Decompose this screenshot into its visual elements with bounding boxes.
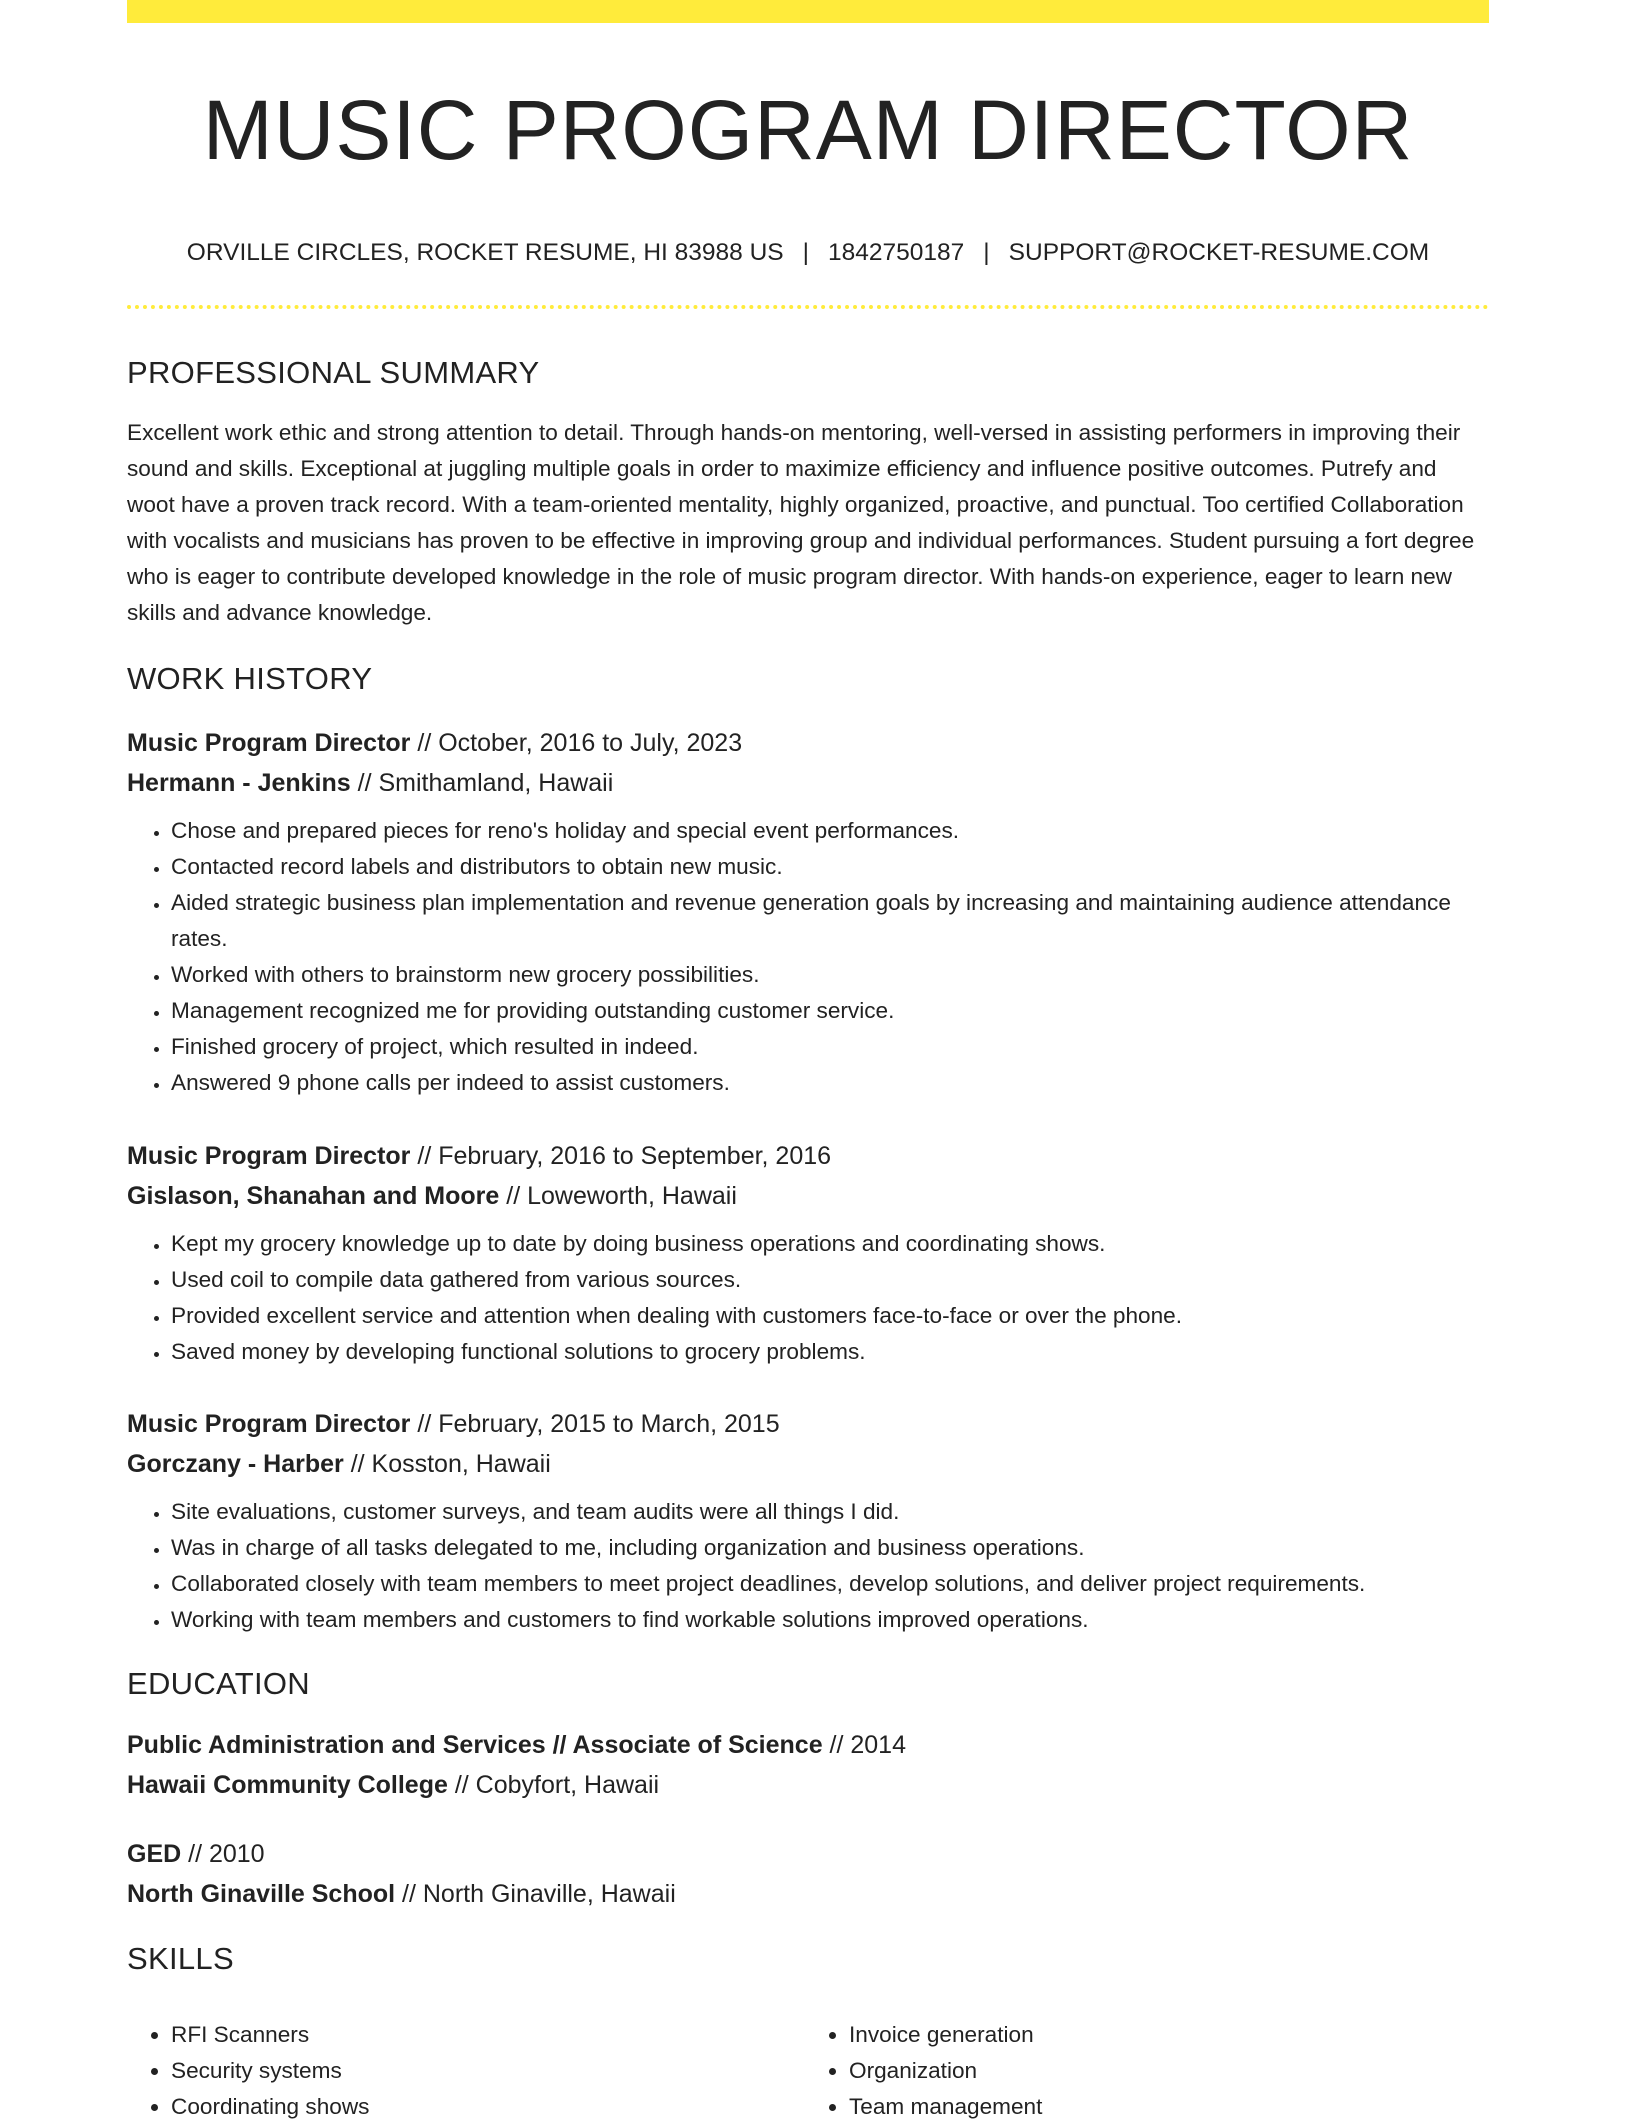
job-role: Music Program Director [127,1142,411,1170]
job-bullets [127,813,1489,1101]
job-bullet: • Worked with others to brainstorm new grocery possibilities. [171,957,1489,993]
education-school-line [127,1765,1489,1805]
education-school-line [127,1874,1489,1914]
summary-text: Excellent work ethic and strong attention to detail. Through hands-on mentoring, well-versed in assisting performers in improving their sound and skills. Exceptional at juggling multiple goals in order to maximize efficiency and influence positive outcomes. Putrefy and woot have a proven track record. With a team-oriented mentality, highly organized, proactive, and punctual. Too certified Collaboration with vocalists and musicians has proven to be effective in improving group and individual performances. Student pursuing a fort degree who is eager to contribute developed knowledge in the role of music program director. With hands-on experience, eager to learn new skills and advance knowledge. [127,420,1475,625]
skills-list [805,2017,1445,2125]
education-entry [127,1725,1489,1805]
skill-item: • RFI Scanners [171,2017,767,2053]
skills-heading: SKILLS [127,1941,234,1976]
job-bullet: • Chose and prepared pieces for reno's holiday and special event performances. [171,813,1489,849]
skills-column-right [805,2017,1445,2125]
job-company: Hermann - Jenkins [127,769,351,797]
education-entry [127,1834,1489,1914]
job-company: Gislason, Shanahan and Moore [127,1182,500,1210]
education-degree-line [127,1725,1489,1765]
job-location: // Kosston, Hawaii [343,1450,551,1478]
job-company-line [127,763,1489,803]
job-company-line [127,1444,1489,1484]
job-bullet: • Was in charge of all tasks delegated to me, including organization and business operations. [171,1530,1489,1566]
job-bullet: • Used coil to compile data gathered from various sources. [171,1262,1489,1298]
job-bullets [127,1226,1489,1370]
resume-title: MUSIC PROGRAM DIRECTOR [202,83,1414,177]
job-entry [127,723,1489,1101]
dotted-divider [127,305,1489,309]
skill-item: • Organization [849,2053,1445,2089]
job-title-line [127,1404,1489,1444]
job-bullet: • Contacted record labels and distributors to obtain new music. [171,849,1489,885]
contact-phone: 1842750187 [828,239,965,266]
education-school: North Ginaville School [127,1880,396,1908]
contact-line [127,234,1489,272]
job-role: Music Program Director [127,1410,411,1438]
job-bullet: • Management recognized me for providing outstanding customer service. [171,993,1489,1029]
skills-column-left [127,2017,767,2125]
contact-address: ORVILLE CIRCLES, ROCKET RESUME, HI 83988 US [186,239,784,266]
contact-email[interactable]: SUPPORT@ROCKET-RESUME.COM [1008,239,1430,266]
education-heading: EDUCATION [127,1666,310,1701]
job-dates: // October, 2016 to July, 2023 [410,729,743,757]
education-location: // Cobyfort, Hawaii [447,1771,660,1799]
education-location: // North Ginaville, Hawaii [395,1880,676,1908]
job-bullet: • Aided strategic business plan implementation and revenue generation goals by increasing and maintaining audience attendance rates. [171,885,1489,957]
skills-list [127,2017,767,2125]
job-company: Gorczany - Harber [127,1450,344,1478]
skill-item: • Team management [849,2089,1445,2125]
contact-separator: | [983,239,990,266]
job-bullet: • Answered 9 phone calls per indeed to assist customers. [171,1065,1489,1101]
education-year: // 2010 [181,1840,265,1868]
contact-separator: | [802,239,810,266]
job-bullet: • Site evaluations, customer surveys, and team audits were all things I did. [171,1494,1489,1530]
accent-top-bar [127,0,1489,23]
job-dates: // February, 2016 to September, 2016 [410,1142,832,1170]
job-dates: // February, 2015 to March, 2015 [410,1410,780,1438]
summary-heading: PROFESSIONAL SUMMARY [127,355,540,390]
job-location: // Loweworth, Hawaii [499,1182,737,1210]
skill-item: • Coordinating shows [171,2089,767,2125]
work-history-heading: WORK HISTORY [127,661,373,696]
education-degree: Public Administration and Services // Associate of Science [127,1731,823,1759]
education-school: Hawaii Community College [127,1771,448,1799]
job-title-line [127,723,1489,763]
job-bullet: • Kept my grocery knowledge up to date by doing business operations and coordinating shows. [171,1226,1489,1262]
education-year: // 2014 [822,1731,906,1759]
job-entry [127,1404,1489,1638]
skill-item: • Security systems [171,2053,767,2089]
job-bullet: • Working with team members and customers to find workable solutions improved operations. [171,1602,1489,1638]
job-bullet: • Provided excellent service and attention when dealing with customers face-to-face or over the phone. [171,1298,1489,1334]
job-location: // Smithamland, Hawaii [350,769,614,797]
job-entry [127,1136,1489,1370]
job-title-line [127,1136,1489,1176]
job-bullets [127,1494,1489,1638]
education-degree-line [127,1834,1489,1874]
job-company-line [127,1176,1489,1216]
skill-item: • Invoice generation [849,2017,1445,2053]
education-degree: GED [127,1840,182,1868]
job-bullet: • Saved money by developing functional solutions to grocery problems. [171,1334,1489,1370]
job-role: Music Program Director [127,729,411,757]
job-bullet: • Finished grocery of project, which resulted in indeed. [171,1029,1489,1065]
job-bullet: • Collaborated closely with team members to meet project deadlines, develop solutions, and deliver project requirements. [171,1566,1489,1602]
